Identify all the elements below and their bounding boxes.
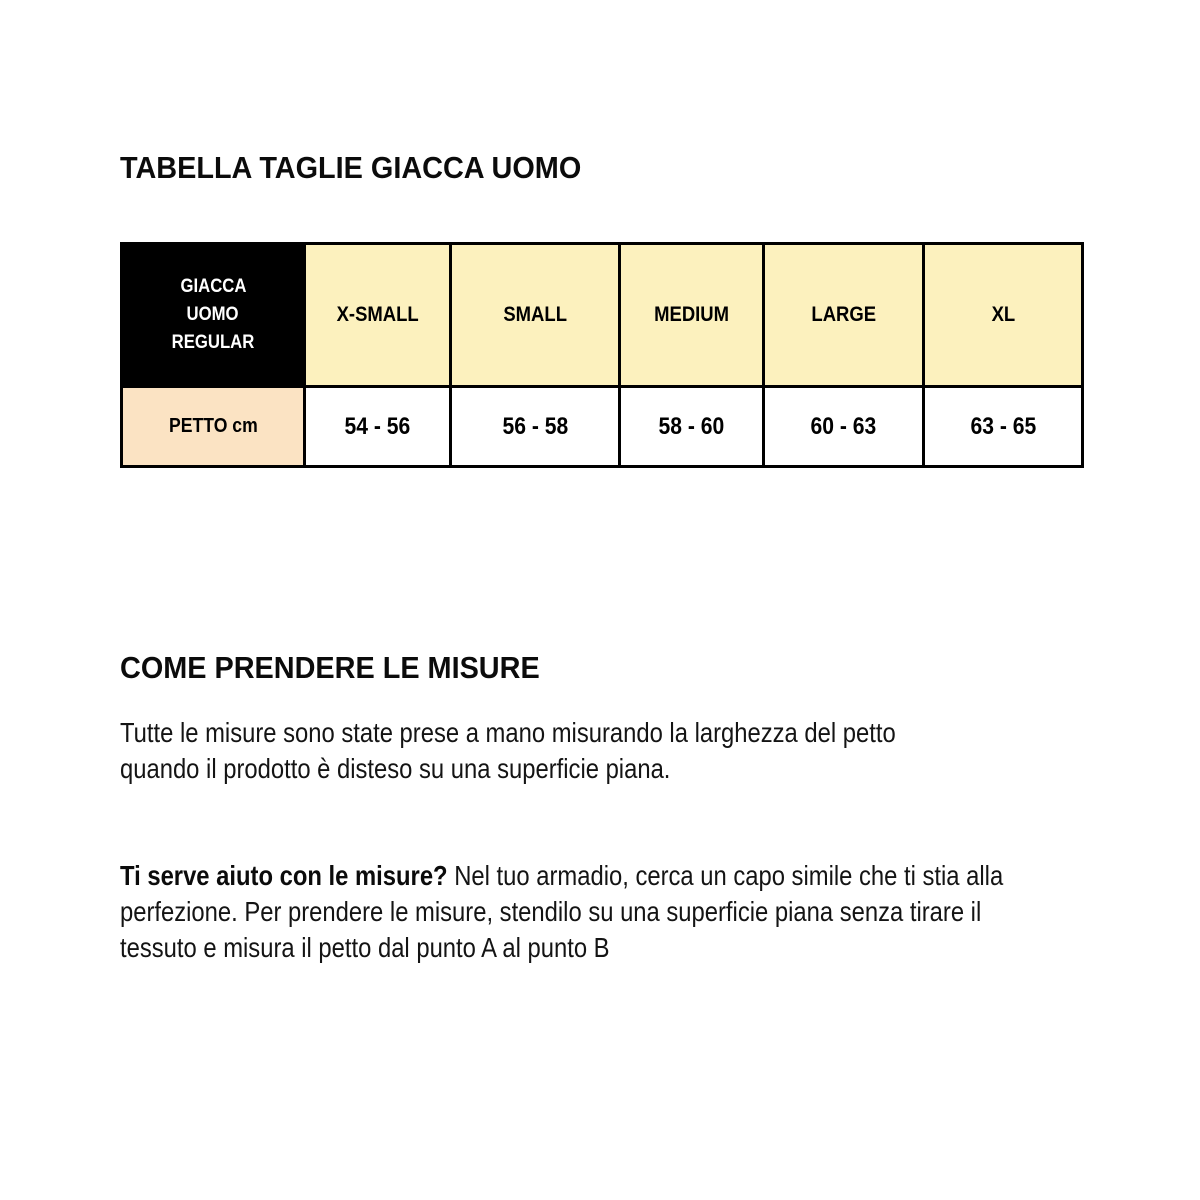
measure-value-small [452, 388, 618, 465]
size-header-label: LARGE [811, 303, 876, 326]
size-header-label: XL [991, 303, 1015, 326]
section-heading: COME PRENDERE LE MISURE [120, 650, 540, 685]
measure-value-xsmall [306, 388, 449, 465]
table-corner-cell [123, 245, 303, 385]
corner-line-2: UOMO [186, 304, 240, 325]
corner-line-3: REGULAR [171, 332, 255, 353]
size-header-xl [925, 245, 1081, 385]
description-line-2: quando il prodotto è disteso su una superficie piana. [120, 753, 671, 784]
size-header-large [765, 245, 922, 385]
size-header-label: SMALL [503, 303, 567, 326]
measure-value-xl [925, 388, 1081, 465]
measuring-description [120, 715, 1033, 787]
size-header-small [452, 245, 618, 385]
measure-value: 60 - 63 [810, 412, 877, 440]
measuring-help [120, 858, 1159, 966]
measure-value-medium [621, 388, 762, 465]
help-line-1-rest: Nel tuo armadio, cerca un capo simile che ti stia alla [447, 860, 1004, 891]
measure-row-label-cell [123, 388, 303, 465]
description-line-1: Tutte le misure sono state prese a mano misurando la larghezza del petto [120, 717, 896, 748]
measure-value: 56 - 58 [502, 412, 568, 440]
measure-value: 54 - 56 [344, 412, 411, 440]
corner-line-1: GIACCA [180, 276, 246, 297]
help-line-2: perfezione. Per prendere le misure, stendilo su una superficie piana senza tirare il [120, 896, 982, 927]
size-table [120, 242, 1084, 468]
size-header-xsmall [306, 245, 449, 385]
help-line-1 [120, 858, 1003, 894]
help-line-3: tessuto e misura il petto dal punto A al punto B [120, 932, 610, 963]
measure-row-label: PETTO cm [168, 415, 258, 437]
help-bold-lead: Ti serve aiuto con le misure? [120, 860, 448, 891]
measure-value: 63 - 65 [970, 412, 1036, 440]
measure-value: 58 - 60 [658, 412, 725, 440]
page-title: TABELLA TAGLIE GIACCA UOMO [120, 150, 582, 185]
size-header-label: X-SMALL [336, 303, 419, 326]
size-header-label: MEDIUM [654, 303, 729, 326]
size-header-medium [621, 245, 762, 385]
measure-value-large [765, 388, 922, 465]
